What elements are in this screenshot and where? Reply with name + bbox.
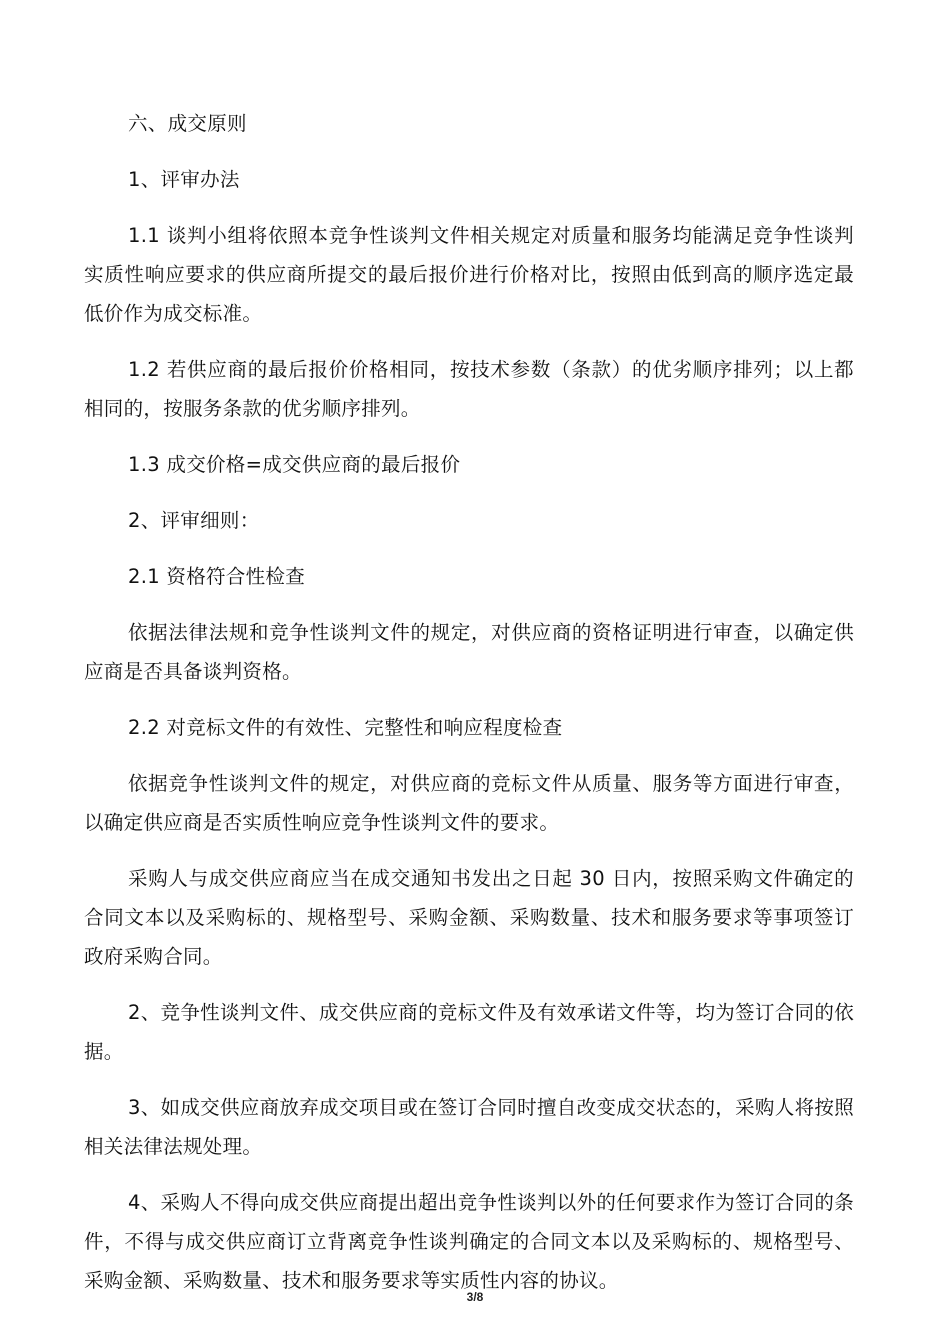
paragraph: 依据竞争性谈判文件的规定，对供应商的竞标文件从质量、服务等方面进行审查，以确定供应商是否实质性响应竞争性谈判文件的要求。 (84, 772, 854, 834)
paragraph: 采购人与成交供应商应当在成交通知书发出之日起 30 日内，按照采购文件确定的合同文本以及采购标的、规格型号、采购金额、采购数量、技术和服务要求等事项签订政府采购合同。 (84, 867, 854, 968)
paragraph: 1.1 谈判小组将依照本竞争性谈判文件相关规定对质量和服务均能满足竞争性谈判实质性响应要求的供应商所提交的最后报价进行价格对比，按照由低到高的顺序选定最低价作为成交标准。 (84, 224, 854, 325)
paragraph: 1.2 若供应商的最后报价价格相同，按技术参数（条款）的优劣顺序排列；以上都相同的，按服务条款的优劣顺序排列。 (84, 358, 854, 420)
page-number: 3/8 (466, 1290, 484, 1304)
paragraph: 2.1 资格符合性检查 (128, 565, 306, 588)
document-body (84, 104, 854, 1317)
section-heading: 六、成交原则 (128, 112, 247, 135)
paragraph: 3、如成交供应商放弃成交项目或在签订合同时擅自改变成交状态的，采购人将按照相关法律法规处理。 (84, 1096, 854, 1158)
paragraph: 4、采购人不得向成交供应商提出超出竞争性谈判以外的任何要求作为签订合同的条件，不得与成交供应商订立背离竞争性谈判确定的合同文本以及采购标的、规格型号、采购金额、采购数量、技术和服务要求等实质性内容的协议。 (84, 1191, 854, 1292)
subsection-heading: 2、评审细则： (128, 509, 260, 532)
paragraph: 2.2 对竞标文件的有效性、完整性和响应程度检查 (128, 716, 563, 739)
subsection-heading: 1、评审办法 (128, 168, 240, 191)
paragraph: 2、竞争性谈判文件、成交供应商的竞标文件及有效承诺文件等，均为签订合同的依据。 (84, 1001, 854, 1063)
paragraph: 1.3 成交价格=成交供应商的最后报价 (128, 453, 461, 476)
paragraph: 依据法律法规和竞争性谈判文件的规定，对供应商的资格证明进行审查，以确定供应商是否具备谈判资格。 (84, 621, 854, 683)
